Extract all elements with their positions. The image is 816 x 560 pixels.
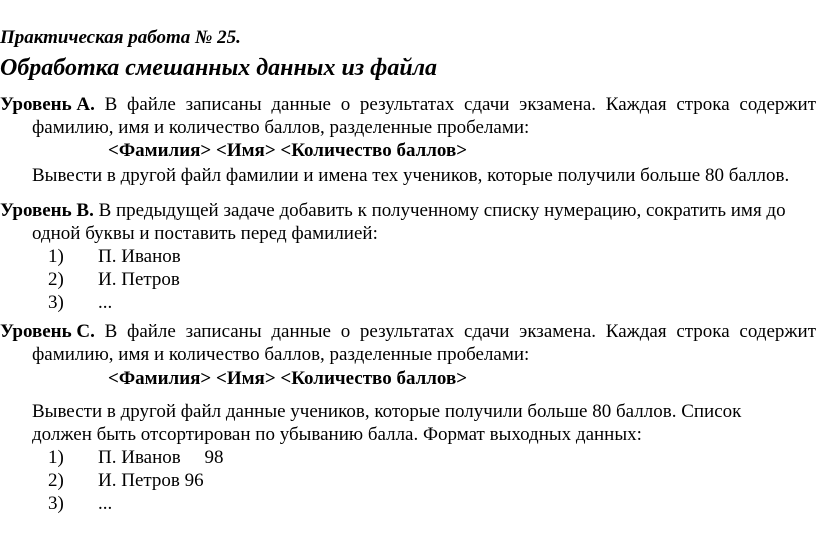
list-item-number: 3) bbox=[48, 493, 64, 514]
list-item-number: 1) bbox=[48, 246, 64, 267]
level-c-task-2: должен быть отсортирован по убыванию балла. Формат выходных данных: bbox=[32, 424, 642, 445]
level-c-label: Уровень С. bbox=[0, 321, 95, 342]
level-a-format: <Фамилия> <Имя> <Количество баллов> bbox=[108, 140, 468, 161]
list-item bbox=[48, 446, 224, 470]
level-a-word: о bbox=[340, 94, 351, 115]
level-b-line-2: одной буквы и поставить перед фамилией: bbox=[32, 223, 378, 244]
level-c-word: строка bbox=[676, 321, 730, 342]
list-item-text: ... bbox=[98, 493, 113, 514]
list-item-text: П. Иванов 98 bbox=[98, 447, 224, 468]
level-b-text: В предыдущей задаче добавить к полученному списку нумерацию, сократить имя до bbox=[98, 200, 786, 221]
list-item bbox=[48, 268, 180, 292]
level-a-line-1 bbox=[0, 93, 816, 117]
level-a-word: В bbox=[104, 94, 118, 115]
level-a-line-2: фамилию, имя и количество баллов, разделенные пробелами: bbox=[32, 117, 530, 138]
practice-title: Практическая работа № 25. bbox=[0, 27, 241, 48]
level-a-word: содержит bbox=[739, 94, 816, 115]
list-item-text: П. Иванов bbox=[98, 246, 181, 267]
list-item-number: 2) bbox=[48, 269, 64, 290]
list-item bbox=[48, 492, 112, 516]
level-c-format: <Фамилия> <Имя> <Количество баллов> bbox=[108, 368, 468, 389]
list-item bbox=[48, 291, 112, 315]
list-item-number: 3) bbox=[48, 292, 64, 313]
level-c-word: результатах bbox=[359, 321, 455, 342]
level-a-label: Уровень А. bbox=[0, 94, 95, 115]
level-c-line-1 bbox=[0, 320, 816, 344]
level-c-word: о bbox=[340, 321, 351, 342]
level-c-task-1: Вывести в другой файл данные учеников, которые получили больше 80 баллов. Список bbox=[32, 401, 742, 422]
list-item-text: И. Петров 96 bbox=[98, 470, 204, 491]
list-item-number: 1) bbox=[48, 447, 64, 468]
list-item-text: И. Петров bbox=[98, 269, 180, 290]
level-a-word: экзамена. bbox=[519, 94, 597, 115]
level-a-word: результатах bbox=[359, 94, 455, 115]
level-a-word: файле bbox=[127, 94, 176, 115]
topic-title: Обработка смешанных данных из файла bbox=[0, 55, 438, 81]
list-item-number: 2) bbox=[48, 470, 64, 491]
level-b-line-1 bbox=[0, 199, 786, 223]
level-c-word: экзамена. bbox=[519, 321, 597, 342]
level-c-word: В bbox=[104, 321, 118, 342]
level-b-label: Уровень В. bbox=[0, 200, 94, 221]
level-c-word: файле bbox=[127, 321, 176, 342]
level-a-word: записаны bbox=[185, 94, 262, 115]
level-a-word: данные bbox=[271, 94, 331, 115]
level-c-word: данные bbox=[271, 321, 331, 342]
level-c-word: Каждая bbox=[605, 321, 667, 342]
level-c-word: сдачи bbox=[463, 321, 510, 342]
level-a-task: Вывести в другой файл фамилии и имена тех учеников, которые получили больше 80 баллов. bbox=[32, 165, 790, 186]
level-c-word: записаны bbox=[185, 321, 262, 342]
level-a-word: сдачи bbox=[463, 94, 510, 115]
level-a-word: Каждая bbox=[605, 94, 667, 115]
list-item-text: ... bbox=[98, 292, 113, 313]
list-item bbox=[48, 469, 204, 493]
level-c-word: содержит bbox=[739, 321, 816, 342]
level-c-line-2: фамилию, имя и количество баллов, разделенные пробелами: bbox=[32, 344, 530, 365]
level-a-word: строка bbox=[676, 94, 730, 115]
list-item bbox=[48, 245, 181, 269]
